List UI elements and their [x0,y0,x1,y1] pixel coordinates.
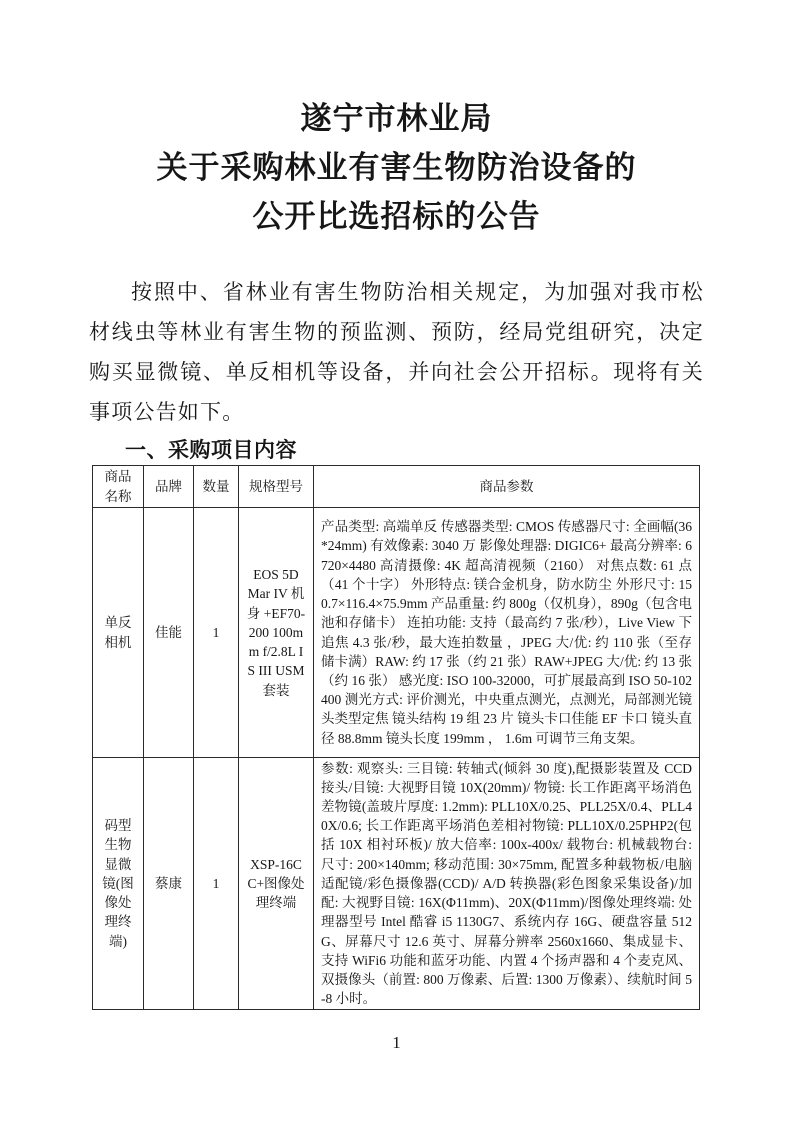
intro-paragraph: 按照中、省林业有害生物防治相关规定，为加强对我市松材线虫等林业有害生物的预监测、预防，经局党组研究，决定购买显微镜、单反相机等设备，并向社会公开招标。现将有关事项公告如下。 [89,280,704,424]
params-cell: 参数: 观察头: 三目镜: 转轴式(倾斜 30 度),配摄影装置及 CCD 接头/目镜: 大视野目镜 10X(20mm)/ 物镜: 长工作距离平场消色差物镜(盖玻片厚度: 1.2mm): PLL10X/0.25、PLL25X/0.4、PLL40X/0.6; 长工作距离平场消色差相衬物镜: PLL10X/0.25PHP2(包括 10X 相衬环板)/ 放大倍率: 100x-400x/ 载物台: 机械载物台: 尺寸: 200×140mm; 移动范围: 30×75mm, 配置多种载物板/电脑适配镜/彩色摄像器(CCD)/ A/D 转换器(彩色图象采集设备)/加配: 大视野目镜: 16X(Φ11mm)、20X(Φ11mm)/图像处理终端: 处理器型号 Intel 酷睿 i5 1130G7、系统内存 16G、硬盘容量 512G、屏幕尺寸 12.6 英寸、屏幕分辨率 2560x1660、集成显卡、支持 WiFi6 功能和蓝牙功能、内置 4 个扬声器和 4 个麦克风、双摄像头（前置: 800 万像素、后置: 1300 万像素）、续航时间 5-8 小时。 [314,758,700,1010]
header-quantity: 数量 [194,466,239,508]
table-header-row [93,466,700,508]
page-number: 1 [392,1033,401,1052]
table-row-microscope [93,758,700,1010]
brand-cell: 佳能 [144,508,194,758]
model-cell: XSP-16CC+图像处理终端 [239,758,314,1010]
product-name-cell: 单反相机 [93,508,144,758]
document-title [89,0,704,241]
product-name-cell: 码型生物显微镜(图像处理终端) [93,758,144,1010]
title-line-1: 遂宁市林业局 [300,101,493,136]
header-product-name: 商品名称 [93,466,144,508]
header-params: 商品参数 [314,466,700,508]
quantity-cell: 1 [194,758,239,1010]
section-heading: 一、采购项目内容 [125,439,297,462]
brand-cell: 蔡康 [144,758,194,1010]
title-line-3: 公开比选招标的公告 [252,199,541,234]
params-cell: 产品类型: 高端单反 传感器类型: CMOS 传感器尺寸: 全画幅(36*24mm) 有效像素: 3040 万 影像处理器: DIGIC6+ 最高分辨率: 6720×4480 高清摄像: 4K 超高清视频（2160） 对焦点数: 61 点（41 个十字） 外形特点: 镁合金机身，防水防尘 外形尺寸: 150.7×116.4×75.9mm 产品重量: 约 800g（仅机身），890g（包含电池和存储卡） 连拍功能: 支持（最高约 7 张/秒），Live View 下追焦 4.3 张/秒，最大连拍数量 ，JPEG 大/优: 约 110 张（至存储卡满）RAW: 约 17 张（约 21 张）RAW+JPEG 大/优: 约 13 张（约 16 张） 感光度: ISO 100-32000，可扩展最高到 ISO 50-102400 测光方式: 评价测光，中央重点测光，点测光，局部测光镜头类型定焦 镜头结构 19 组 23 片 镜头卡口佳能 EF 卡口 镜头直径 88.8mm 镜头长度 199mm ， 1.6m 可调节三角支架。 [314,508,700,758]
table-row-camera [93,508,700,758]
header-brand: 品牌 [144,466,194,508]
model-cell: EOS 5D Mar IV 机身 +EF70-200 100mm f/2.8L IS III USM 套装 [239,508,314,758]
title-line-2: 关于采购林业有害生物防治设备的 [156,150,637,185]
header-model: 规格型号 [239,466,314,508]
quantity-cell: 1 [194,508,239,758]
procurement-table [92,465,700,1010]
